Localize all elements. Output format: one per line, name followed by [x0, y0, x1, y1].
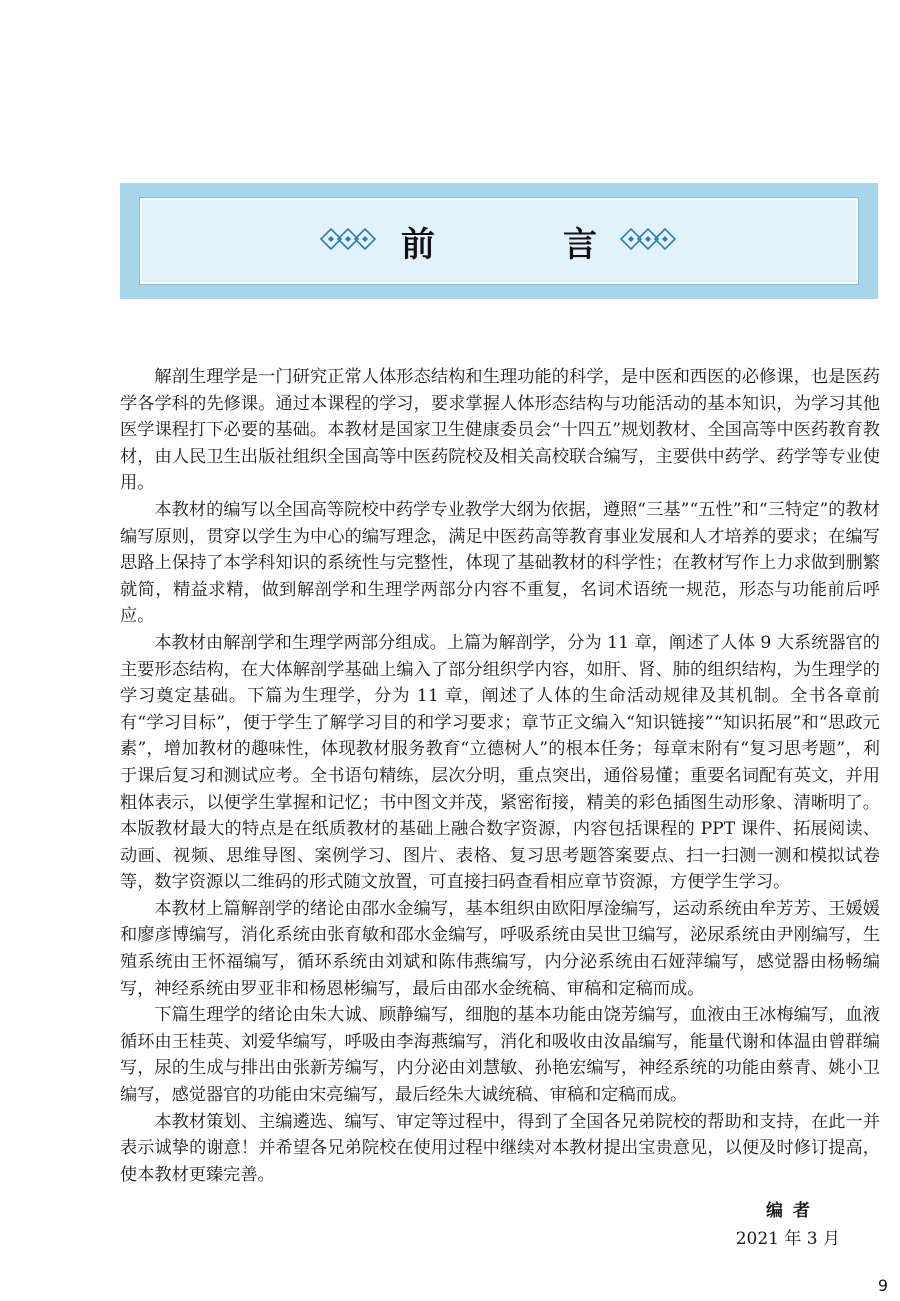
paragraph-5: 下篇生理学的绪论由朱大诚、顾静编写，细胞的基本功能由饶芳编写，血液由王冰梅编写，血液循环由王桂英、刘爱华编写，呼吸由李海燕编写，消化和吸收由汝晶编写，能量代谢和体温由曾群编写，尿的生成与排出由张新芳编写，内分泌由刘慧敏、孙艳宏编写，神经系统的功能由蔡青、姚小卫编写，感觉器官的功能由宋亮编写，最后经朱大诚统稿、审稿和定稿而成。 — [120, 1005, 880, 1106]
title-row — [319, 217, 679, 266]
diamond-ornament-right-icon — [619, 227, 679, 255]
diamond-ornament-left-icon — [319, 227, 379, 255]
paragraph-3: 本教材由解剖学和生理学两部分组成。上篇为解剖学，分为 11 章，阐述了人体 9 大系统器官的主要形态结构，在大体解剖学基础上编入了部分组织学内容，如肝、肾、肺的组织结构，为生理学的学习奠定基础。下篇为生理学，分为 11 章，阐述了人体的生命活动规律及其机制。全书各章前有“学习目标”，便于学生了解学习目的和学习要求；章节正文编入“知识链接”“知识拓展”和“思政元素”，增加教材的趣味性，体现教材服务教育“立德树人”的根本任务；每章末附有“复习思考题”，利于课后复习和测试应考。全书语句精练，层次分明，重点突出，通俗易懂；重要名词配有英文，并用粗体表示，以便学生掌握和记忆；书中图文并茂，紧密衔接，精美的彩色插图生动形象、清晰明了。本版教材最大的特点是在纸质教材的基础上融合数字资源，内容包括课程的 PPT 课件、拓展阅读、动画、视频、思维导图、案例学习、图片、表格、复习思考题答案要点、扫一扫测一测和模拟试卷等，数字资源以二维码的形式随文放置，可直接扫码查看相应章节资源，方便学生学习。 — [120, 632, 880, 893]
title-char-2: 言 — [563, 224, 597, 265]
paragraph-2: 本教材的编写以全国高等院校中药学专业教学大纲为依据，遵照“三基”“五性”和“三特定”的教材编写原则，贯穿以学生为中心的编写理念，满足中医药高等教育事业发展和人才培养的要求；在编写思路上保持了本学科知识的系统性与完整性，体现了基础教材的科学性；在教材写作上力求做到删繁就简，精益求精，做到解剖学和生理学两部分内容不重复，名词术语统一规范，形态与功能前后呼应。 — [120, 499, 880, 627]
paragraph-6: 本教材策划、主编遴选、编写、审定等过程中，得到了全国各兄弟院校的帮助和支持，在此一并表示诚挚的谢意！并希望各兄弟院校在使用过程中继续对本教材提出宝贵意见，以便及时修订提高，使本教材更臻完善。 — [120, 1111, 880, 1185]
paragraph-4: 本教材上篇解剖学的绪论由邵水金编写，基本组织由欧阳厚淦编写，运动系统由牟芳芳、王媛媛和廖彦博编写，消化系统由张育敏和邵水金编写，呼吸系统由吴世卫编写，泌尿系统由尹刚编写，生殖系统由王怀福编写，循环系统由刘斌和陈伟燕编写，内分泌系统由石娅萍编写，感觉器由杨畅编写，神经系统由罗亚非和杨恩彬编写，最后由邵水金统稿、审稿和定稿而成。 — [120, 898, 880, 999]
signature-block — [736, 1197, 840, 1253]
title-banner — [120, 183, 878, 299]
signature-date: 2021 年 3 月 — [735, 1229, 840, 1249]
paragraph-1: 解剖生理学是一门研究正常人体形态结构和生理功能的科学，是中医和西医的必修课，也是医药学各学科的先修课。通过本课程的学习，要求掌握人体形态结构与功能活动的基本知识，为学习其他医学课程打下必要的基础。本教材是国家卫生健康委员会“十四五”规划教材、全国高等中医药教育教材，由人民卫生出版社组织全国高等中医药院校及相关高校联合编写，主要供中药学、药学等专业使用。 — [120, 367, 880, 494]
signature-author: 编者 — [766, 1201, 820, 1221]
preface-body — [120, 364, 880, 1188]
title-banner-inner — [140, 198, 858, 284]
title-char-1: 前 — [401, 224, 435, 265]
page-number: 9 — [877, 1276, 888, 1295]
